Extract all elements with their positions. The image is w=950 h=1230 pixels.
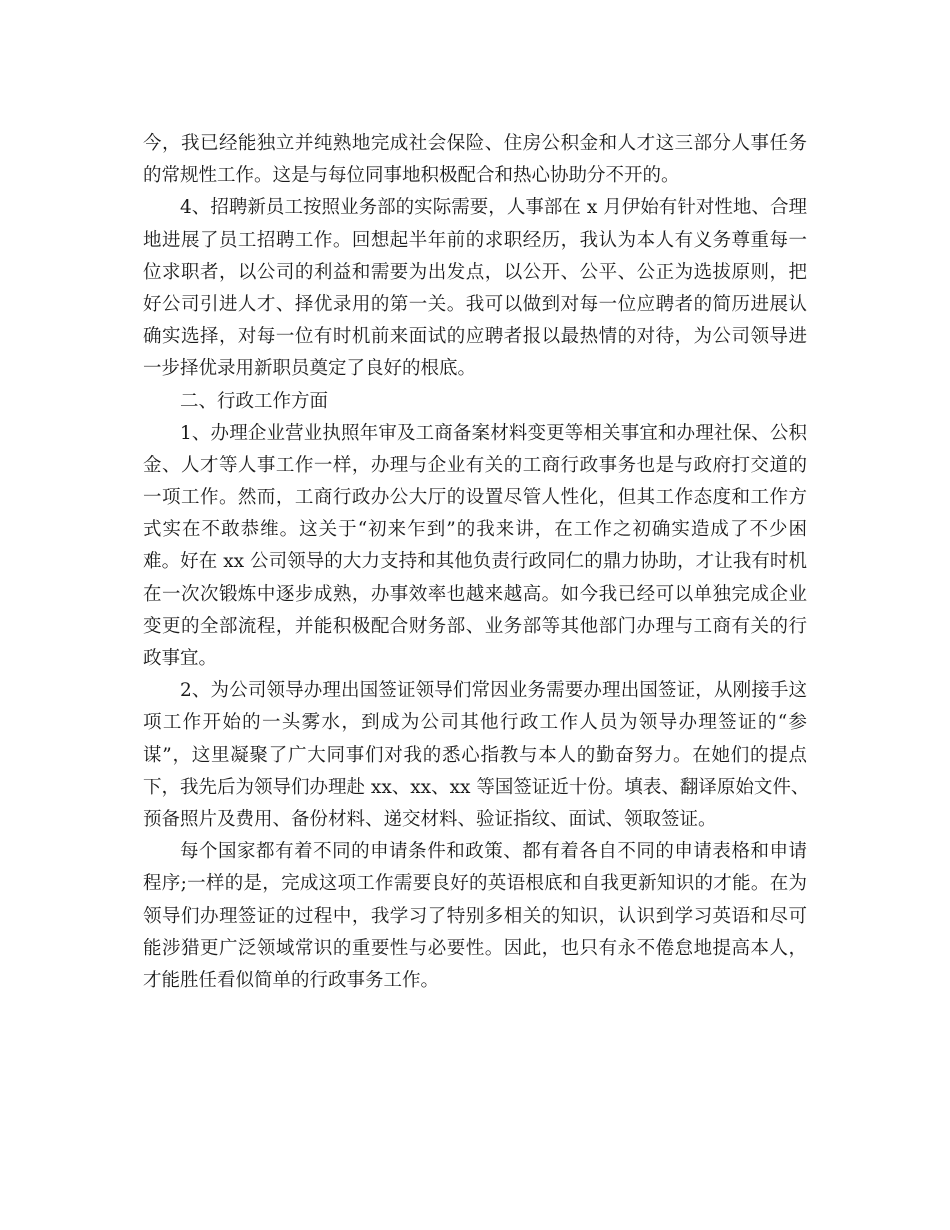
paragraph-line: 地进展了员工招聘工作。回想起半年前的求职经历，我认为本人有义务尊重每一 [143, 229, 807, 251]
paragraph-p3 [143, 386, 807, 418]
paragraph-line: 金、人才等人事工作一样，办理与企业有关的工商行政事务也是与政府打交道的 [143, 454, 807, 476]
paragraph-line: 谋”，这里凝聚了广大同事们对我的悉心指教与本人的勤奋努力。在她们的提点 [143, 744, 807, 766]
paragraph-line: 二、行政工作方面 [180, 390, 329, 412]
paragraph-line: 预备照片及费用、备份材料、递交材料、验证指纹、面试、领取签证。 [143, 808, 717, 830]
paragraph-line: 难。好在 xx 公司领导的大力支持和其他负责行政同仁的鼎力协助，才让我有时机 [143, 551, 807, 573]
paragraph-line: 位求职者，以公司的利益和需要为出发点，以公开、公平、公正为选拔原则，把 [143, 261, 807, 283]
paragraph-line: 下，我先后为领导们办理赴 xx、xx、xx 等国签证近十份。填表、翻译原始文件、 [143, 776, 810, 798]
paragraph-line: 1、办理企业营业执照年审及工商备案材料变更等相关事宜和办理社保、公积 [180, 422, 807, 444]
paragraph-p6 [143, 836, 807, 997]
paragraph-line: 式实在不敢恭维。这关于“初来乍到”的我来讲，在工作之初确实造成了不少困 [143, 519, 807, 541]
paragraph-line: 每个国家都有着不同的申请条件和政策、都有着各自不同的申请表格和申请 [180, 841, 807, 863]
paragraph-line: 政事宜。 [143, 648, 218, 669]
paragraph-line: 项工作开始的一头雾水，到成为公司其他行政工作人员为领导办理签证的“参 [143, 712, 807, 734]
paragraph-line: 4、招聘新员工按照业务部的实际需要，人事部在 x 月伊始有针对性地、合理 [180, 197, 807, 219]
paragraph-p4 [143, 418, 807, 676]
paragraph-line: 变更的全部流程，并能积极配合财务部、业务部等其他部门办理与工商有关的行 [143, 615, 807, 637]
paragraph-line: 领导们办理签证的过程中，我学习了特别多相关的知识，认识到学习英语和尽可 [143, 905, 807, 927]
paragraph-line: 程序;一样的是，完成这项工作需要良好的英语根底和自我更新知识的才能。在为 [143, 873, 807, 895]
paragraph-line: 好公司引进人才、择优录用的第一关。我可以做到对每一位应聘者的简历进展认 [143, 293, 807, 315]
paragraph-line: 才能胜任看似简单的行政事务工作。 [143, 969, 440, 991]
paragraph-line: 今，我已经能独立并纯熟地完成社会保险、住房公积金和人才这三部分人事任务 [143, 133, 807, 154]
paragraph-line: 能涉猎更广泛领域常识的重要性与必要性。因此，也只有永不倦怠地提高本人， [143, 937, 807, 959]
paragraph-line: 2、为公司领导办理出国签证领导们常因业务需要办理出国签证，从刚接手这 [180, 680, 807, 702]
paragraph-line: 在一次次锻炼中逐步成熟，办事效率也越来越高。如今我已经可以单独完成企业 [143, 583, 807, 605]
paragraph-p5 [143, 675, 810, 836]
paragraph-line: 一步择优录用新职员奠定了良好的根底。 [143, 358, 477, 380]
paragraph-p2 [143, 192, 807, 385]
paragraph-line: 确实选择，对每一位有时机前来面试的应聘者报以最热情的对待，为公司领导进 [143, 326, 807, 348]
paragraph-line: 一项工作。然而，工商行政办公大厅的设置尽管人性化，但其工作态度和工作方 [143, 487, 807, 509]
document-body [143, 128, 810, 997]
paragraph-p1 [143, 128, 807, 192]
paragraph-line: 的常规性工作。这是与每位同事地积极配合和热心协助分不开的。 [143, 165, 680, 187]
